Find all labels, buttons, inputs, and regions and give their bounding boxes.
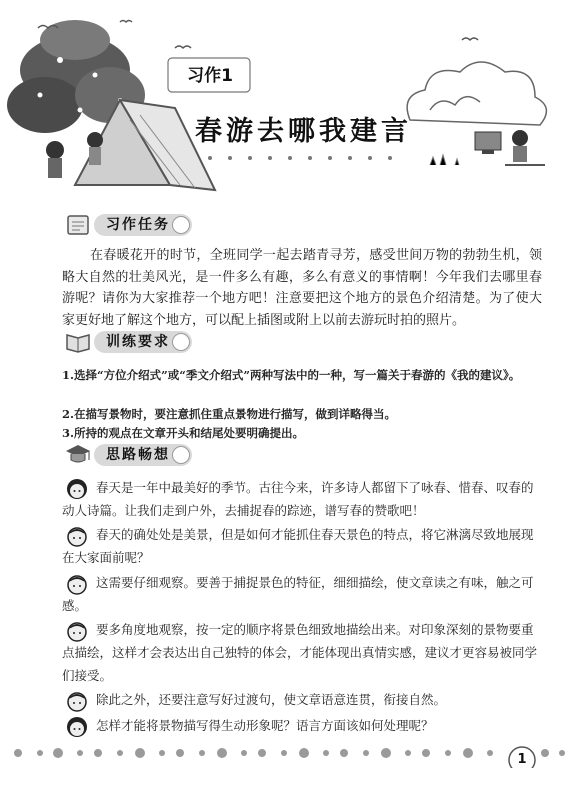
page-number: 1 <box>517 752 527 767</box>
book-icon <box>64 327 92 355</box>
task-paragraph: 在春暖花开的时节，全班同学一起去踏青寻芳，感受世间万物的勃勃生机，领略大自然的壮美风光，是一件多么有趣，多么有意义的事情啊！今年我们去哪里春游呢？请你为大家推荐一个地方吧！注意要把这个地方的景色介绍清楚。为了使大家更好地了解这个地方，可以配上插图或附上以前去游玩时拍的照片。 <box>62 248 542 328</box>
thinking-paragraph: 春天是一年中最美好的季节。古往今来，许多诗人都留下了咏春、惜春、叹春的动人诗篇。让我们走到户外，去捕捉春的踪迹，谱写春的赞歌吧！ <box>62 480 534 518</box>
thinking-paragraph: 春天的确处处是美景，但是如何才能抓住春天景色的特点，将它淋漓尽致地展现在大家面前呢？ <box>62 527 534 565</box>
section-heading-requirements: 训练要求 <box>94 331 192 353</box>
footer-dot-border <box>0 738 575 768</box>
header-illustration <box>0 0 575 200</box>
section-heading-thinking: 思路畅想 <box>94 444 192 466</box>
requirement-item: 2.在描写景物时，要注意抓住重点景物进行描写，做到详略得当。 <box>62 407 397 421</box>
thinking-paragraph: 要多角度地观察，按一定的顺序将景色细致地描绘出来。对印象深刻的景物要重点描绘，这样才会表达出自己独特的体会，才能体现出真情实感，建议才更容易被同学们接受。 <box>62 622 538 683</box>
thinking-paragraph: 怎样才能将景物描写得生动形象呢？语言方面该如何处理呢？ <box>96 718 434 733</box>
requirement-item: 3.所持的观点在文章开头和结尾处要明确提出。 <box>62 426 305 440</box>
grass-decoration <box>430 155 459 165</box>
computer-icon <box>475 132 501 154</box>
requirement-item: 1.选择“方位介绍式”或“季文介绍式”两种写法中的一种，写一篇关于春游的《我的建议》。 <box>62 368 521 382</box>
unit-label: 习作1 <box>187 66 233 86</box>
section-heading-task: 习作任务 <box>94 214 192 236</box>
scroll-icon <box>64 211 92 239</box>
child-reading-illustration <box>505 130 545 165</box>
thinking-paragraph: 除此之外，还要注意写好过渡句，使文章语意连贯，衔接自然。 <box>96 692 447 707</box>
title-dots <box>208 156 392 160</box>
graduation-cap-icon <box>64 440 92 468</box>
page-title: 春游去哪我建言 <box>195 116 412 147</box>
thinking-paragraph: 这需要仔细观察。要善于捕捉景色的特征，细细描绘，使文章读之有味，触之可感。 <box>62 575 534 613</box>
